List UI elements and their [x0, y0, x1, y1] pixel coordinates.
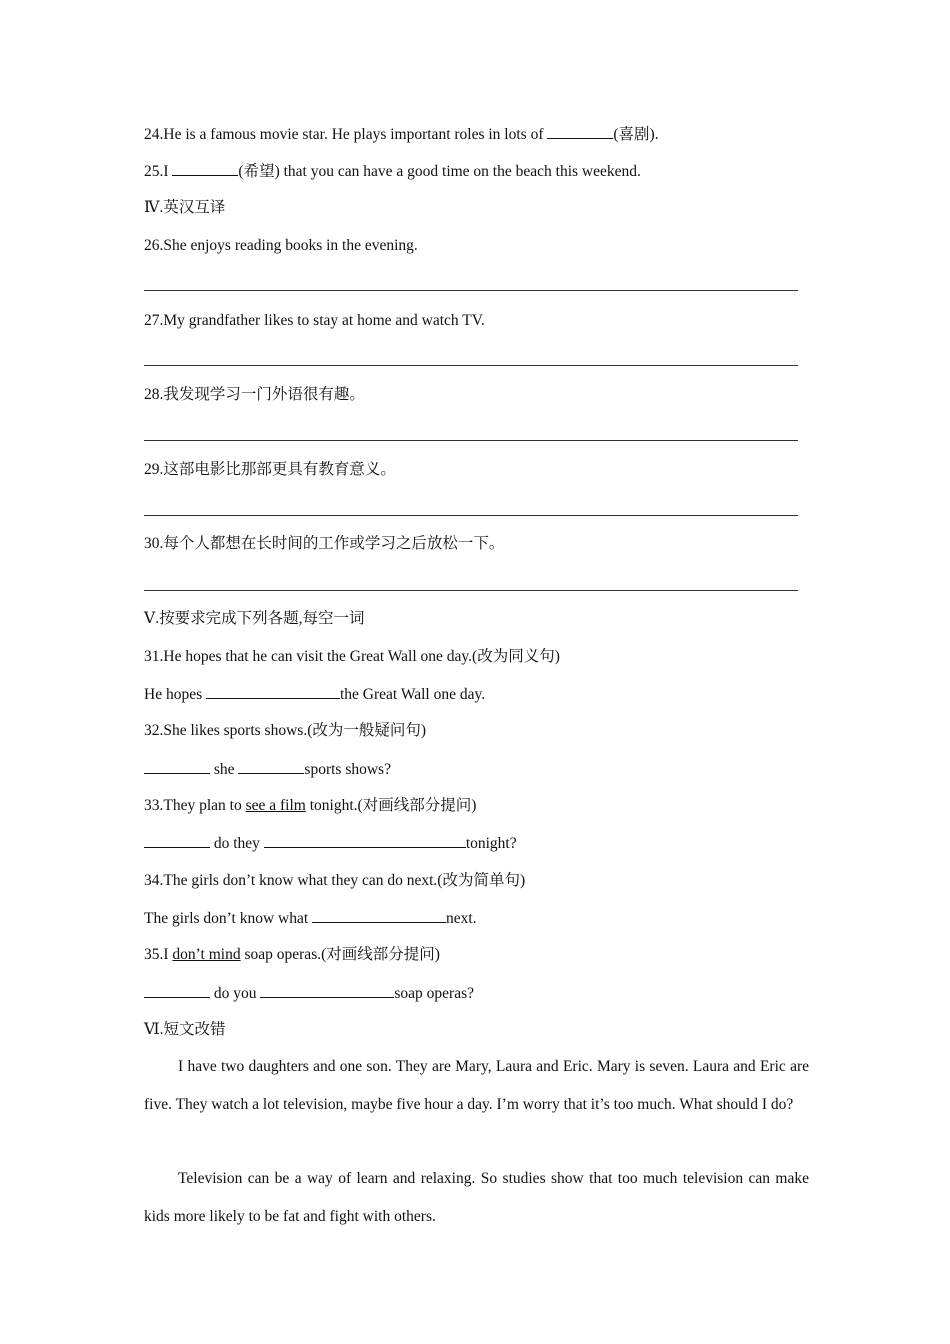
- question-32: 32.She likes sports shows.(改为一般疑问句): [144, 722, 427, 739]
- question-33: [144, 796, 809, 816]
- answer-blank[interactable]: [312, 908, 446, 923]
- answer-blank[interactable]: [206, 684, 340, 699]
- question-29: 29.这部电影比那部更具有教育意义。: [144, 461, 396, 478]
- answer-line-29[interactable]: [144, 515, 798, 516]
- answer-32: [144, 759, 809, 780]
- answer-31: [144, 684, 809, 705]
- answer-line-30[interactable]: [144, 590, 798, 591]
- answer-line-28[interactable]: [144, 440, 798, 441]
- question-27: 27.My grandfather likes to stay at home and watch TV.: [144, 312, 485, 329]
- question-35: [144, 945, 809, 965]
- answer-32-mid: she: [210, 761, 239, 778]
- answer-blank[interactable]: [264, 833, 466, 848]
- answer-blank[interactable]: [260, 983, 394, 998]
- answer-34: [144, 908, 809, 929]
- answer-blank[interactable]: [144, 983, 210, 998]
- answer-blank[interactable]: [172, 161, 238, 176]
- question-33-lead: 33.They plan to: [144, 797, 246, 814]
- question-35-tail: soap operas.(对画线部分提问): [240, 946, 440, 963]
- answer-35-mid: do you: [210, 985, 261, 1002]
- answer-31-tail: the Great Wall one day.: [340, 686, 486, 703]
- answer-line-27[interactable]: [144, 365, 798, 366]
- question-33-underlined: see a film: [245, 797, 306, 814]
- question-35-lead: 35.I: [144, 946, 173, 963]
- question-33-tail: tonight.(对画线部分提问): [305, 797, 477, 814]
- section-6-heading: Ⅵ.短文改错: [144, 1021, 226, 1038]
- answer-blank[interactable]: [238, 759, 304, 774]
- answer-blank[interactable]: [547, 124, 613, 139]
- section-5-heading: Ⅴ.按要求完成下列各题,每空一词: [144, 610, 365, 627]
- section-4-heading: Ⅳ.英汉互译: [144, 199, 226, 216]
- answer-33-mid: do they: [210, 835, 264, 852]
- question-25-hint: (希望) that you can have a good time on the beach this weekend.: [238, 163, 641, 180]
- answer-line-26[interactable]: [144, 290, 798, 291]
- question-28: 28.我发现学习一门外语很有趣。: [144, 386, 365, 403]
- answer-33-tail: tonight?: [465, 835, 517, 852]
- question-30: 30.每个人都想在长时间的工作或学习之后放松一下。: [144, 535, 505, 552]
- answer-31-lead: He hopes: [144, 686, 206, 703]
- answer-blank[interactable]: [144, 759, 210, 774]
- question-26: 26.She enjoys reading books in the evening.: [144, 237, 418, 254]
- passage-paragraph-2: Television can be a way of learn and relaxing. So studies show that too much television can make kids more likely to be fat and fight with others.: [144, 1170, 809, 1225]
- question-31: 31.He hopes that he can visit the Great Wall one day.(改为同义句): [144, 648, 560, 665]
- answer-33: [144, 833, 809, 854]
- question-34: 34.The girls don’t know what they can do next.(改为简单句): [144, 872, 526, 889]
- passage-paragraph-1: I have two daughters and one son. They are Mary, Laura and Eric. Mary is seven. Laura and Eric are five. They watch a lot television, maybe five hour a day. I’m worry that it’s too much. What should I do?: [144, 1058, 809, 1113]
- question-24: [144, 124, 809, 145]
- question-35-underlined: don’t mind: [172, 946, 241, 963]
- answer-34-tail: next.: [446, 910, 477, 927]
- answer-35: [144, 983, 809, 1004]
- answer-32-tail: sports shows?: [304, 761, 391, 778]
- answer-34-lead: The girls don’t know what: [144, 910, 313, 927]
- question-25-text: 25.I: [144, 163, 173, 180]
- question-25: [144, 161, 809, 182]
- question-24-text: 24.He is a famous movie star. He plays important roles in lots of: [144, 126, 548, 143]
- answer-blank[interactable]: [144, 833, 210, 848]
- answer-35-tail: soap operas?: [394, 985, 474, 1002]
- question-24-hint: (喜剧).: [613, 126, 659, 143]
